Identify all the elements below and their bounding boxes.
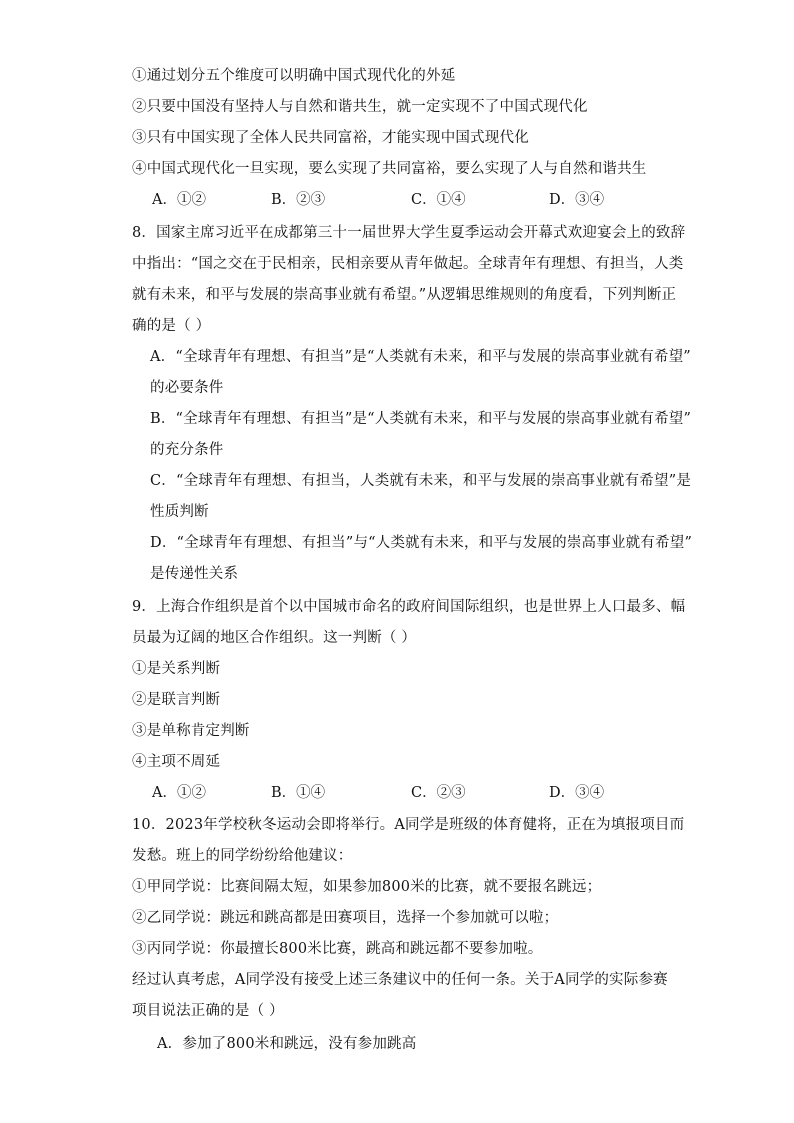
q8-option-c-line-1[interactable]: C．“全球青年有理想、有担当，人类就有未来，和平与发展的崇高事业就有希望”是	[150, 473, 692, 489]
q8-option-a-line-1[interactable]: A．“全球青年有理想、有担当”是“人类就有未来，和平与发展的崇高事业就有希望”	[150, 349, 691, 365]
q9-stem-line-2: 员最为辽阔的地区合作组织。这一判断（ ）	[132, 630, 417, 646]
q10-option-3: ③丙同学说：你最擅长800米比赛，跳高和跳远都不要参加啦。	[132, 941, 543, 957]
q7-choice-d[interactable]: D．③④	[549, 192, 605, 208]
q8-stem-line-1: 8．国家主席习近平在成都第三十一届世界大学生夏季运动会开幕式欢迎宴会上的致辞	[132, 225, 686, 241]
q10-option-1: ①甲同学说：比赛间隔太短，如果参加800米的比赛，就不要报名跳远；	[132, 879, 602, 895]
q9-option-1: ①是关系判断	[132, 661, 221, 677]
q8-option-b-line-1[interactable]: B．“全球青年有理想、有担当”是“人类就有未来，和平与发展的崇高事业就有希望”	[150, 411, 692, 427]
q9-option-4: ④主项不周延	[132, 754, 221, 770]
q9-choice-b[interactable]: B．①④	[271, 785, 326, 801]
q7-option-3: ③只有中国实现了全体人民共同富裕，才能实现中国式现代化	[132, 130, 529, 146]
q8-option-d-line-1[interactable]: D．“全球青年有理想、有担当”与“人类就有未来，和平与发展的崇高事业就有希望”	[150, 535, 693, 551]
q7-choice-a[interactable]: A．①②	[152, 192, 206, 208]
q8-option-b-line-2: 的充分条件	[150, 442, 224, 458]
q8-stem-line-3: 就有未来，和平与发展的崇高事业就有希望。”从逻辑思维规则的角度看，下列判断正	[132, 287, 677, 303]
q9-choices	[152, 783, 632, 803]
q9-choice-d[interactable]: D．③④	[549, 785, 605, 801]
q10-stem-line-2: 发愁。班上的同学纷纷给他建议：	[132, 848, 353, 864]
q7-option-2: ②只要中国没有坚持人与自然和谐共生，就一定实现不了中国式现代化	[132, 99, 588, 115]
q9-option-2: ②是联言判断	[132, 692, 221, 708]
q9-choice-c[interactable]: C．②③	[411, 785, 466, 801]
q10-stem2-line-2: 项目说法正确的是（ ）	[132, 1003, 284, 1019]
q10-option-2: ②乙同学说：跳远和跳高都是田赛项目，选择一个参加就可以啦；	[132, 910, 559, 926]
q10-option-a[interactable]: A．参加了800米和跳远，没有参加跳高	[157, 1036, 417, 1052]
q8-option-d-line-2: 是传递性关系	[150, 566, 239, 582]
q9-choice-a[interactable]: A．①②	[152, 785, 206, 801]
q9-stem-line-1: 9．上海合作组织是首个以中国城市命名的政府间国际组织，也是世界上人口最多、幅	[132, 599, 686, 615]
q7-choice-b[interactable]: B．②③	[271, 192, 326, 208]
q7-choices	[152, 190, 632, 210]
q7-option-4: ④中国式现代化一旦实现，要么实现了共同富裕，要么实现了人与自然和谐共生	[132, 161, 647, 177]
q8-stem-line-4: 确的是（ ）	[132, 318, 211, 334]
q8-option-a-line-2: 的必要条件	[150, 380, 224, 396]
q7-choice-c[interactable]: C．①④	[411, 192, 466, 208]
q9-option-3: ③是单称肯定判断	[132, 723, 250, 739]
q8-option-c-line-2: 性质判断	[150, 504, 209, 520]
q10-stem2-line-1: 经过认真考虑，A同学没有接受上述三条建议中的任何一条。关于A同学的实际参赛	[132, 972, 668, 988]
q10-stem-line-1: 10．2023年学校秋冬运动会即将举行。A同学是班级的体育健将，正在为填报项目而	[132, 817, 685, 833]
q7-option-1: ①通过划分五个维度可以明确中国式现代化的外延	[132, 68, 456, 84]
q8-stem-line-2: 中指出：“国之交在于民相亲，民相亲要从青年做起。全球青年有理想、有担当，人类	[132, 256, 684, 272]
